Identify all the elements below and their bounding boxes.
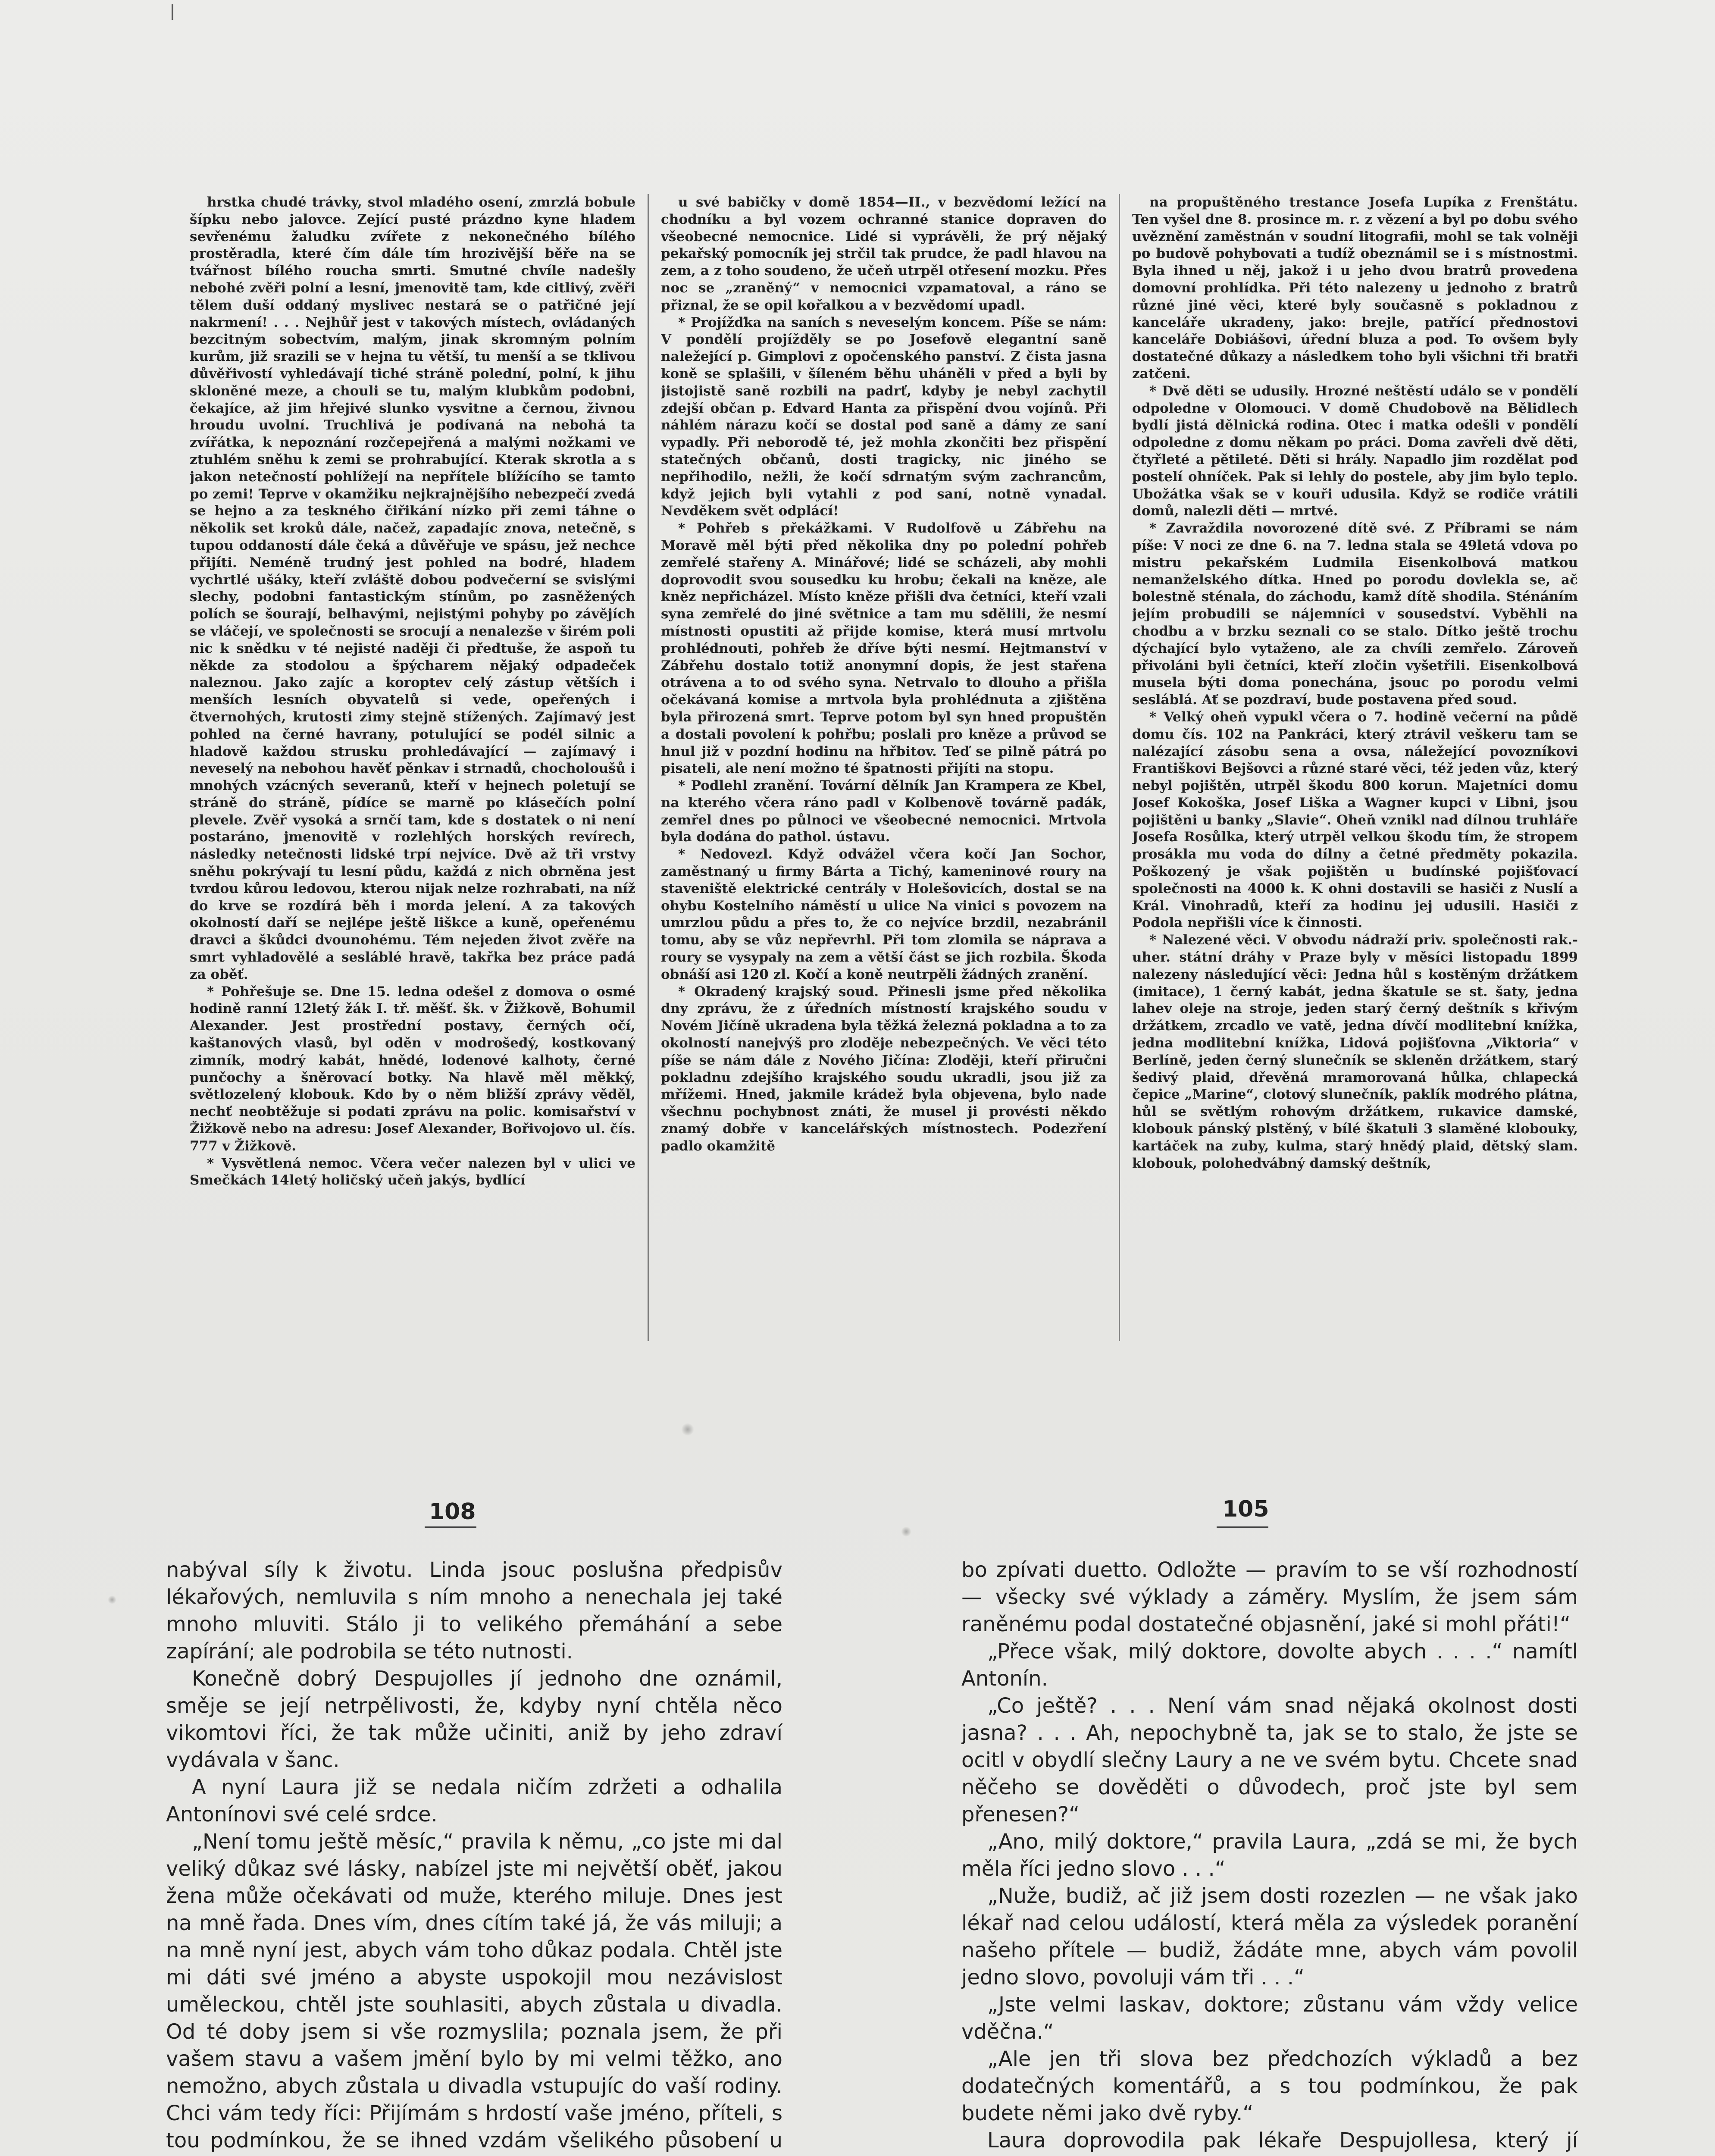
news-paragraph: * Zavraždila novorozené dítě své. Z Příbrami se nám píše: V noci ze dne 6. na 7. ledna stala se 49letá vdova po mistru pekařském Ludmila Eisenkolbová matkou nemanželského dítka. Hned po porodu dovlekla se, ač bolestně sténala, do záchodu, kamž dítě shodila. Sténáním jejím probudili se nájemníci v sousedství. Vyběhli na chodbu a v brzku seznali co se stalo. Dítko ještě trochu dýchající bylo vytaženo, ale za chvíli zemřelo. Zároveň přivoláni byli četníci, kteří zločin vyšetřili. Eisenkolbová musela býti doma ponechána, jsouc po porodu velmi sesláblá. Ať se pozdraví, bude postavena před soud. bbox=[1132, 520, 1578, 708]
news-paragraph: u své babičky v domě 1854—II., v bezvědomí ležící na chodníku a byl vozem ochranné stanice dopraven do všeobecné nemocnice. Lidé si vyprávěli, že prý nějaký pekařský pomocník jej strčil tak prudce, že padl hlavou na zem, a z toho soudeno, že učeň utrpěl otřesení mozku. Přes noc se „zraněný“ v nemocnici vzpamatoval, a ráno se přiznal, že se opil kořalkou a v bezvědomí upadl. bbox=[661, 194, 1107, 313]
book-paragraph: nabýval síly k životu. Linda jsouc poslušna předpisův lékařových, nemluvila s ním mnoho a nenechala jej také mnoho mluviti. Stálo ji to velikého přemáhání a sebe zapírání; ale podrobila se této nutnosti. bbox=[166, 1558, 782, 1664]
news-paragraph: * Okradený krajský soud. Přinesli jsme před několika dny zprávu, že z úředních místností krajského soudu v Novém Jičíně ukradena byla těžká železná pokladna a to za okolností nanejvýš pro zloděje nebezpečných. Ve věci této píše se nám dále z Nového Jičína: Zloději, kteří přiručni pokladnu zdejšího krajského soudu ukradli, jsou již za mřížemi. Hned, jakmile krádež byla objevena, bylo nade všechnu pochybnost znáti, že musel ji provésti někdo znamý dobře v kancelářských místnostech. Podezření padlo okamžitě bbox=[661, 984, 1107, 1154]
news-paragraph: * Vysvětlená nemoc. Včera večer nalezen byl v ulici ve Smečkách 14letý holičský učeň jakýs, bydlící bbox=[190, 1155, 635, 1188]
news-paragraph: * Pohřeb s překážkami. V Rudolfově u Zábřehu na Moravě měl býti před několika dny po polední pohřeb zemřelé stařeny A. Minářové; lidé se scházeli, aby mohli doprovodit svou sousedku ku hrobu; čekali na kněze, ale kněz nepřicházel. Místo kněze přišli dva četníci, kteří vzali syna zemřelé do jiné světnice a tam mu sdělili, že nesmí místnosti opustiti až přijde komise, která musí mrtvolu prohlédnouti, pohřeb že dříve býti nesmí. Hejtmanství v Zábřehu dostalo totiž anonymní dopis, že jest stařena otrávena a to od svého syna. Netrvalo to dlouho a přišla očekávaná komise a mrtvola byla prohlédnuta a zjištěna byla přirozená smrt. Teprve potom byl syn hned propuštěn a dostali povolení k pohřbu; poslali pro kněze a průvod se hnul již v pozdní hodinu na hřbitov. Teď se pilně pátrá po pisateli, ale není možno té špatnosti přijíti na stopu. bbox=[661, 520, 1107, 777]
scan-speck bbox=[108, 1595, 116, 1604]
news-paragraph: * Nedovezl. Když odvážel včera kočí Jan Sochor, zaměstnaný u firmy Bárta a Tichý, kameninové roury na staveniště elektrické centrály v Holešovicích, dostal se na ohybu Kostelního náměstí u ulice Na vinici s povozem na umrzlou půdu a přes to, že co nejvíce brzdil, nezabránil tomu, aby se vůz nepřevrhl. Při tom zlomila se náprava a roury se vysypaly na zem a větší část se jich rozbila. Škoda obnáší asi 120 zl. Kočí a koně neutrpěli žádných zranění. bbox=[661, 846, 1107, 982]
newspaper-columns bbox=[190, 194, 1578, 1341]
scan-mark bbox=[172, 4, 173, 20]
news-paragraph: * Podlehl zranění. Tovární dělník Jan Krampera ze Kbel, na kterého včera ráno padl v Kolbenově továrně padák, zemřel dnes po půlnoci ve všeobecné nemocnici. Mrtvola byla dodána do pathol. ústavu. bbox=[661, 778, 1107, 845]
page-number-left: 108 bbox=[429, 1499, 476, 1525]
book-paragraph: A nyní Laura již se nedala ničím zdržeti a odhalila Antonínovi své celé srdce. bbox=[166, 1775, 782, 1827]
news-paragraph: * Nalezené věci. V obvodu nádraží priv. společnosti rak.-uher. státní dráhy v Praze byly v měsíci listopadu 1899 nalezeny následující věci: Jedna hůl s kostěným držátkem (imitace), 1 černý kabát, jedna škatule se st. šaty, jedna lahev oleje na stroje, jeden starý černý deštník s křivým držátkem, zrcadlo ve vatě, jedna dívčí modlitební knížka, jedna modlitební knížka, Lidová pojišťovna „Viktoria“ v Berlíně, jeden černý slunečník se skleněn držátkem, starý šedivý plaid, dřevěná mramorovaná hůlka, chlapecká čepice „Marine“, clotový slunečník, paklík modrého plátna, hůl se světlým rohovým držátkem, rukavice damské, klobouk pánský plstěný, v bílé škatuli 3 slaměné klobouky, kartáček na zuby, kulma, starý hnědý plaid, dětský slam. klobouk, polohedvábný damský deštník, bbox=[1132, 932, 1578, 1171]
book-paragraph: „Přece však, milý doktore, dovolte abych . . . .“ namítl Antonín. bbox=[961, 1639, 1578, 1691]
column-divider bbox=[1119, 194, 1120, 1341]
news-paragraph: * Pohřešuje se. Dne 15. ledna odešel z domova o osmé hodině ranní 12letý žák I. tř. měšť. šk. v Žižkově, Bohumil Alexander. Jest prostřední postavy, černých očí, kaštanových vlasů, byl oděn v modrošedý, kostkovaný zimník, modrý kabát, hnědé, lodenové kalhoty, černé punčochy a šněrovací botky. Na hlavě měl měkký, světlozelený klobouk. Kdo by o něm bližší zprávy věděl, nechť neobtěžuje si podati zprávu na polic. komisařství v Žižkově nebo na adresu: Josef Alexander, Bořivojovo ul. čís. 777 v Žižkově. bbox=[190, 984, 635, 1154]
news-paragraph: hrstka chudé trávky, stvol mladého osení, zmrzlá bobule šípku nebo jalovce. Zející pusté prázdno kyne hladem sevřenému žaludku zvířete z nekonečného bílého prostěradla, které čím dále tím hrozivější běře na se tvářnost bílého roucha smrti. Smutné chvíle nadešly nebohé zvěři polní a lesní, jmenovitě tam, kde citlivý, zvěři tělem duší oddaný myslivec nestará se o patřičné její nakrmení! . . . Nejhůř jest v takových místech, ovládaných bezcitným sobectvím, malým, jinak skromným polním kurům, již srazili se v hejna tu větší, tu menší a se tklivou důvěřivostí vyhledávají tiché stráně polední, polní, k jihu skloněné meze, a chouli se tu, malým klubkům podobni, čekajíce, až jim hřejivé slunko vysvitne a černou, živnou hroudu uvolní. Truchlivá je podívaná na nebohá ta zvířátka, k nepoznání rozčepejřená a malými nožkami ve ztuhlém sněhu k zemi se prohrabující. Kterak skrotla a s jakon netečností pohlížejí na nepřítele blížícího se tamto po zemi! Teprve v okamžiku nejkrajnějšího nebezpečí zvedá se hejno a za teskného čiřikání nízko při zemi táhne o několik set kroků dále, načež, zapadajíc znova, netečně, s tupou oddaností dále čeká a důvěřuje ve spásu, jež nechce přijíti. Neméně trudný jest pohled na bodré, hladem vychrtlé ušáky, kteří zvláště dobou podvečerní se svislými slechy, podobni fantastickým stínům, po zasněžených polích se šourají, belhavými, nejistými pohyby po závějích se vláčejí, ve společnosti se srocují a nenalezše v širém poli nic k snědku v té nejisté naději či předtuše, že aspoň tu někde za stodolou a špýcharem nějaký odpadeček naleznou. Jako zajíc a koroptev celý zástup větších i menších lesních obyvatelů si vede, opeřených i čtvernohých, krutosti zimy stejně stížených. Zajímavý jest pohled na černé havrany, potulující se podél silnic a hladově každou strusku prohledávající — zajímavý i neveselý na nebohou havěť pěnkav i strnadů, chocholoušů i mnohých vzácných severanů, kteří v hejnech poletují se stráně do stráně, pídíce se marně po klásečích polní plevele. Zvěř vysoká a srnčí tam, kde s dostatek o ni není postaráno, jmenovitě v rozlehlých horských revírech, následky netečnosti lidské trpí nejvíce. Dvě až tři vrstvy sněhu pokrývají tu lesní půdu, každá z nich obrněna jest tvrdou kůrou ledovou, kterou nijak nelze rozhrabati, na níž do krve se rozdírá běh i morda jelení. A za takových okolností daří se nejlépe ještě liškce a kuně, opeřenému dravci a škůdci dvounohému. Tém nejeden život zvěře na smrt vyhladovělé a sesláblé hravě, takřka bez práce padá za oběť. bbox=[190, 194, 635, 982]
page-number-rule bbox=[425, 1526, 476, 1528]
book-paragraph: Laura doprovodila pak lékaře Despujollesa, který jí bbox=[987, 2128, 1578, 2153]
scan-speck bbox=[681, 1423, 694, 1436]
page-number-rule bbox=[1217, 1526, 1268, 1528]
newspaper-column-1 bbox=[190, 194, 635, 1341]
book-paragraph: bo zpívati duetto. Odložte — pravím to se vší rozhodností — všecky své výklady a záměry. Myslím, že jsem sám raněnému podal dostatečné objasnění, jaké si mohl přáti!“ bbox=[961, 1558, 1578, 1636]
book-page-left bbox=[166, 1557, 782, 2156]
scan-speck bbox=[901, 1526, 911, 1537]
book-paragraph: „Ano, milý doktore,“ pravila Laura, „zdá se mi, že bych měla říci jedno slovo . . .“ bbox=[961, 1830, 1578, 1881]
news-paragraph: * Velký oheň vypukl včera o 7. hodině večerní na půdě domu čís. 102 na Pankráci, který ztrávil veškeru tam se nalézající zásobu sena a ovsa, náležející povozníkovi Františkovi Bejšovci a různé staré věci, též jeden vůz, který nebyl pojištěn, utrpěl škodu 800 korun. Majetníci domu Josef Kokoška, Josef Liška a Wagner kupci v Libni, jsou pojištěni u banky „Slavie“. Oheň vznikl nad dílnou truhláře Josefa Rosůlka, který utrpěl velkou škodu tím, že stropem prosákla mu voda do dílny a četné předměty pokazila. Poškozený je však pojištěn u budínské pojišťovací společnosti na 4000 k. K ohni dostavili se hasiči z Nuslí a Král. Vinohradů, kteří za hodinu jej udusili. Hasiči z Podola nepřišli více k činnosti. bbox=[1132, 709, 1578, 931]
column-divider bbox=[648, 194, 649, 1341]
book-page-right bbox=[961, 1557, 1578, 2156]
book-paragraph: „Nuže, budiž, ač již jsem dosti rozezlen — ne však jako lékař nad celou událostí, která měla za výsledek poranění našeho přítele — budiž, žádáte mne, abych vám povolil jedno slovo, povoluji vám tři . . .“ bbox=[961, 1884, 1578, 1990]
news-paragraph: * Projížďka na saních s neveselým koncem. Píše se nám: V pondělí projížděly se po Josefově elegantní saně naležející p. Gimplovi z opočenského panství. Z čista jasna koně se splašili, v šíleném běhu uháněli v před a byli by jistojistě saně rozbili na padrť, kdyby je nebyl zachytil zdejší občan p. Edvard Hanta za přispění dvou vojínů. Při náhlém nárazu kočí se dostal pod saně a dámy ze saní vypadly. Při neborodě té, jež mohla zkončiti bez přispění statečných občanů, dosti tragicky, nic jiného se nepřihodilo, nežli, že kočí sdrnatým svým zachrancům, když jejich byli vytahli z pod saní, notně vynadal. Nevděkem svět odplácí! bbox=[661, 314, 1107, 519]
book-paragraph: „Není tomu ještě měsíc,“ pravila k němu, „co jste mi dal veliký důkaz své lásky, nabízel jste mi největší oběť, jakou žena může očekávati od muže, kterého miluje. Dnes jest na mně řada. Dnes vím, dnes cítím také já, že vás miluji; a na mně nyní jest, abych vám toho důkaz podala. Chtěl jste mi dáti své jméno a abyste uspokojil mou nezávislost uměleckou, chtěl jste souhlasiti, abych zůstala u divadla. Od té doby jsem si vše rozmyslila; poznala jsem, že při vašem stavu a vašem jmění bylo by mi velmi těžko, ano nemožno, abych zůstala u divadla vstupujíc do vaší rodiny. Chci vám tedy říci: Přijímám s hrdostí vaše jméno, příteli, s tou podmínkou, že se ihned vzdám všelikého působení u bbox=[166, 1830, 782, 2153]
news-paragraph: na propuštěného trestance Josefa Lupíka z Frenštátu. Ten vyšel dne 8. prosince m. r. z vězení a byl po dobu svého uvěznění zaměstnán v soudní litografii, mohl se tak volněji po budově pohybovati a tudíž obeznámil se i s místnostmi. Byla ihned u něj, jakož i u jeho dvou bratrů provedena domovní prohlídka. Při této nalezeny u jednoho z bratrů různé jiné věci, které byly současně s pokladnou z kanceláře ukradeny, jako: brejle, patřící přednostovi kanceláře Dobiášovi, úřední bluza a pod. To ovšem byly dostatečné důkazy a následkem toho byli všichni tři bratři zatčeni. bbox=[1132, 194, 1578, 382]
book-paragraph: „Ale jen tři slova bez předchozích výkladů a bez dodatečných komentářů, a s tou podmínkou, že pak budete němi jako dvě ryby.“ bbox=[961, 2047, 1578, 2125]
book-paragraph: „Co ještě? . . . Není vám snad nějaká okolnost dosti jasna? . . . Ah, nepochybně ta, jak se to stalo, že jste se ocitl v obydlí slečny Laury a ne ve svém bytu. Chcete snad něčeho se dověděti o důvodech, proč jste byl sem přenesen?“ bbox=[961, 1694, 1578, 1827]
news-paragraph: * Dvě děti se udusily. Hrozné neštěstí událo se v pondělí odpoledne v Olomouci. V domě Chudobově na Bělidlech bydlí jistá dělnická rodina. Otec i matka odešli v pondělí odpoledne z domu někam po práci. Doma zavřeli dvě děti, čtyřleté a pětileté. Děti si hrály. Napadlo jim rozdělat pod postelí ohníček. Pak si lehly do postele, aby jim bylo teplo. Ubožátka však se v kouři udusila. Když se rodiče vrátili domů, nalezli děti — mrtvé. bbox=[1132, 383, 1578, 519]
page-number-right: 105 bbox=[1222, 1496, 1269, 1522]
newspaper-column-3 bbox=[1132, 194, 1578, 1341]
book-paragraph: Konečně dobrý Despujolles jí jednoho dne oznámil, směje se její netrpělivosti, že, kdyby nyní chtěla něco vikomtovi říci, že tak může učiniti, aniž by jeho zdraví vydávala v šanc. bbox=[166, 1667, 782, 1772]
newspaper-column-2 bbox=[661, 194, 1107, 1341]
book-paragraph: „Jste velmi laskav, doktore; zůstanu vám vždy velice vděčna.“ bbox=[961, 1993, 1578, 2044]
